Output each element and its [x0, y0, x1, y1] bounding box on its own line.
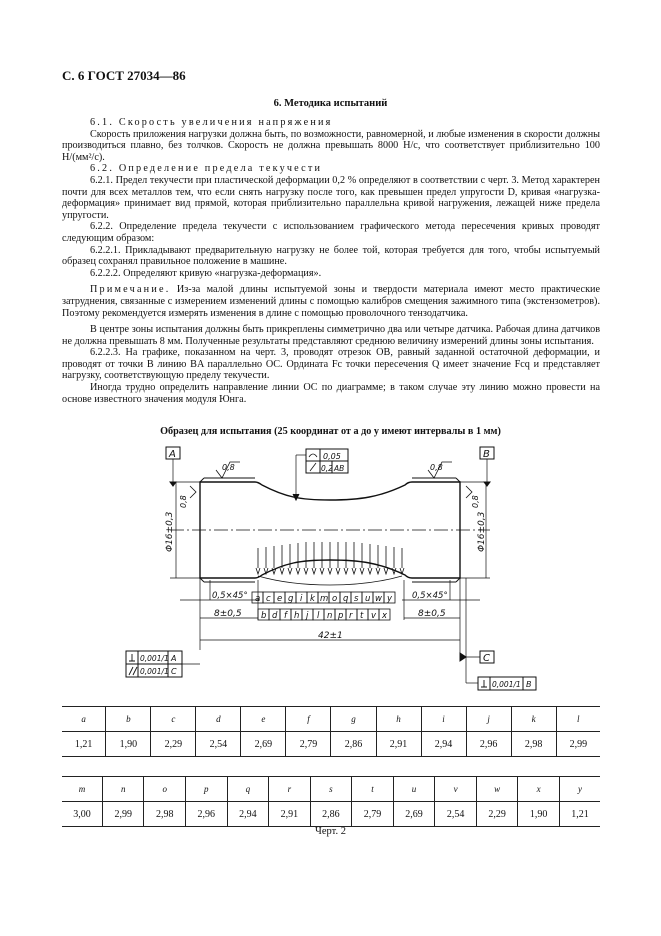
section-title: 6. Методика испытаний	[273, 98, 388, 109]
paragraph-text: 6.2.2. Определение предела текучести с использованием графического метода пересечения кривых проводят следующим образом:	[62, 221, 600, 244]
table-cell: 2,99	[102, 802, 144, 827]
table-cell: 2,29	[476, 802, 518, 827]
letter-label: s	[354, 594, 359, 604]
table-cell: 2,96	[466, 732, 511, 757]
letter-label: d	[272, 611, 278, 621]
letter-label: w	[375, 594, 382, 604]
table-header-cell: p	[186, 777, 228, 802]
table-cell: 2,69	[241, 732, 286, 757]
table-cell: 2,91	[376, 732, 421, 757]
perp-tol-a-label: 0,001/1	[140, 654, 169, 663]
par-tol-datum: C	[171, 667, 177, 676]
perp-tol-b-label: 0,001/1	[492, 680, 521, 689]
paragraph-text: Иногда трудно определить направление линии OC по диаграмме; в таком случае эту линию можно провести на основе известного значения модуля Юнга.	[62, 382, 600, 405]
table-cell: 2,29	[151, 732, 196, 757]
table-header-cell: s	[310, 777, 352, 802]
roughness-symbol-end	[190, 486, 196, 498]
letter-label: u	[365, 594, 371, 604]
table-header-cell: q	[227, 777, 269, 802]
letter-label: r	[349, 611, 353, 621]
table-cell: 1,90	[518, 802, 560, 827]
table-cell: 2,99	[556, 732, 600, 757]
datum-a-label: A	[169, 449, 176, 460]
table-header-cell: g	[331, 707, 376, 732]
page-header: С. 6 ГОСТ 27034—86	[62, 68, 186, 83]
table-header-cell: v	[435, 777, 477, 802]
datum-b-label: B	[483, 449, 490, 460]
letter-label: a	[255, 594, 261, 604]
letter-label: x	[382, 611, 388, 621]
datum-c-label: C	[483, 653, 490, 664]
table-cell: 2,54	[196, 732, 241, 757]
letter-label: i	[300, 594, 303, 604]
letters-top	[255, 594, 393, 604]
runout-tol-label: 0,2	[321, 464, 333, 473]
diameter-right-label: Φ16±0,3	[477, 511, 487, 552]
table-cell: 2,94	[421, 732, 466, 757]
table-cell: 3,00	[62, 802, 102, 827]
paragraph-text: Из-за малой длины испытуемой зоны и твердости материала имеют место практические затруднения, связанные с измерением изменений длины с помощью калибров смещения зажимного типа (экстензометров). Поэтому рекомендуется измерять изменения в длине с помощью проволочного тензодатчика.	[62, 284, 600, 319]
table-header-cell: e	[241, 707, 286, 732]
spaced-heading: 6.1. Скорость увеличения напряжения	[90, 117, 333, 128]
table-cell: 2,79	[286, 732, 331, 757]
diameter-left-label: Φ16±0,3	[165, 511, 175, 552]
letter-label: v	[371, 611, 377, 621]
chamfer-right-label: 0,5×45°	[412, 591, 448, 601]
letter-label: j	[306, 611, 309, 621]
table-header-cell: i	[421, 707, 466, 732]
roughness-right-label: 0,8	[430, 463, 443, 472]
letter-label: l	[317, 611, 320, 621]
table-cell: 2,54	[435, 802, 477, 827]
letter-label: c	[266, 594, 271, 604]
table-header-cell: h	[376, 707, 421, 732]
table-header-cell: o	[144, 777, 186, 802]
letter-label: p	[338, 611, 344, 621]
letter-label: o	[332, 594, 338, 604]
roughness-end-label: 0,8	[179, 495, 188, 508]
figure-label: Черт. 2	[315, 826, 346, 837]
table-header-cell: t	[352, 777, 394, 802]
letter-label: h	[294, 611, 300, 621]
letter-label: g	[288, 594, 294, 604]
table-cell: 2,98	[144, 802, 186, 827]
coordinates-table-2	[62, 776, 600, 827]
letter-label: q	[343, 594, 349, 604]
par-tol-label: 0,001/1	[140, 667, 169, 676]
table-cell: 1,21	[559, 802, 600, 827]
letter-label: m	[320, 594, 329, 604]
figure-caption: Образец для испытания (25 координат от a до y имеют интервалы в 1 мм)	[160, 426, 501, 437]
table-cell: 2,94	[227, 802, 269, 827]
table-header-cell: u	[393, 777, 435, 802]
measurement-arrows	[256, 542, 404, 585]
coordinates-table-1	[62, 706, 600, 757]
table-header-cell: x	[518, 777, 560, 802]
table-header-cell: j	[466, 707, 511, 732]
table-header-cell: l	[556, 707, 600, 732]
paragraph-text: В центре зоны испытания должны быть прикреплены симметрично два или четыре датчика. Рабочая длина датчиков не должна превышать 8 мм. Полученные результаты представляют среднюю величину измерений длины зоны испытания.	[62, 324, 600, 347]
table-cell: 1,21	[62, 732, 106, 757]
runout-ref-label: AB	[334, 464, 345, 473]
table-header-cell: m	[62, 777, 102, 802]
spaced-heading: Примечание.	[90, 284, 171, 296]
table-cell: 2,79	[352, 802, 394, 827]
paragraph-text: 6.2.2.3. На графике, показанном на черт. 3, проводят отрезок OB, равный заданной остаточной деформации, и проводят от точки B линию BA параллельно OC. Ордината Fc точки пересечения Q имеет значение Fcq и представляет нагрузку, соответствующую пределу текучести.	[62, 347, 600, 382]
letter-label: n	[327, 611, 333, 621]
total-length-label: 42±1	[318, 631, 343, 641]
letter-label: k	[310, 594, 315, 604]
profile-tol-label: 0,05	[323, 452, 341, 461]
letter-label: b	[261, 611, 267, 621]
table-header-cell: c	[151, 707, 196, 732]
paragraph-text: 6.2.2.1. Прикладывают предварительную нагрузку не более той, которая требуется для того, чтобы испытуемый образец сохранял правильное положение в машине.	[62, 244, 600, 268]
paragraph-text: Скорость приложения нагрузки должна быть, по возможности, равномерной, и любые изменения в скорости должны производиться плавно, без толчков. Скорость не должна превышать 8000 Н/с, что соответствует приблизительно 100 Н/(мм²/с).	[62, 128, 600, 163]
chamfer-left-label: 0,5×45°	[212, 591, 248, 601]
roughness-end-right-label: 0,8	[471, 495, 480, 508]
letter-label: t	[360, 611, 364, 621]
table-header-cell: d	[196, 707, 241, 732]
table-header-cell: n	[102, 777, 144, 802]
table-header-cell: w	[476, 777, 518, 802]
table-cell: 2,96	[186, 802, 228, 827]
end-length-right-label: 8±0,5	[418, 609, 446, 619]
table-header-cell: b	[106, 707, 151, 732]
table-header-cell: r	[269, 777, 311, 802]
spaced-heading: 6.2. Определение предела текучести	[90, 163, 323, 175]
table-header-cell: a	[62, 707, 106, 732]
letter-label: f	[284, 611, 287, 621]
end-length-left-label: 8±0,5	[214, 609, 242, 619]
table-header-cell: f	[286, 707, 331, 732]
table-header-cell: y	[559, 777, 600, 802]
table-cell: 1,90	[106, 732, 151, 757]
paragraph-text: 6.2.2.2. Определяют кривую «нагрузка-деформация».	[90, 267, 322, 279]
table-cell: 2,86	[310, 802, 352, 827]
perp-tol-b-datum: B	[526, 680, 532, 689]
roughness-left-label: 0,8	[222, 463, 235, 472]
table-cell: 2,98	[511, 732, 556, 757]
table-cell: 2,91	[269, 802, 311, 827]
paragraph-text: 6.2.1. Предел текучести при пластической деформации 0,2 % определяют в соответствии с черт. 3. Метод характерен почти для всех металлов тем, что если снять нагрузку после того, как превышен предел упругости D, кривая «нагрузка-деформация» принимает вид прямой, которая приблизительно параллельна кривой нагружения, лежащей ниже предела упругости.	[62, 174, 600, 221]
table-header-cell: k	[511, 707, 556, 732]
perp-tol-a-datum: A	[171, 654, 177, 663]
letter-label: e	[277, 594, 283, 604]
table-cell: 2,69	[393, 802, 435, 827]
letter-label: y	[387, 594, 393, 604]
table-cell: 2,86	[331, 732, 376, 757]
